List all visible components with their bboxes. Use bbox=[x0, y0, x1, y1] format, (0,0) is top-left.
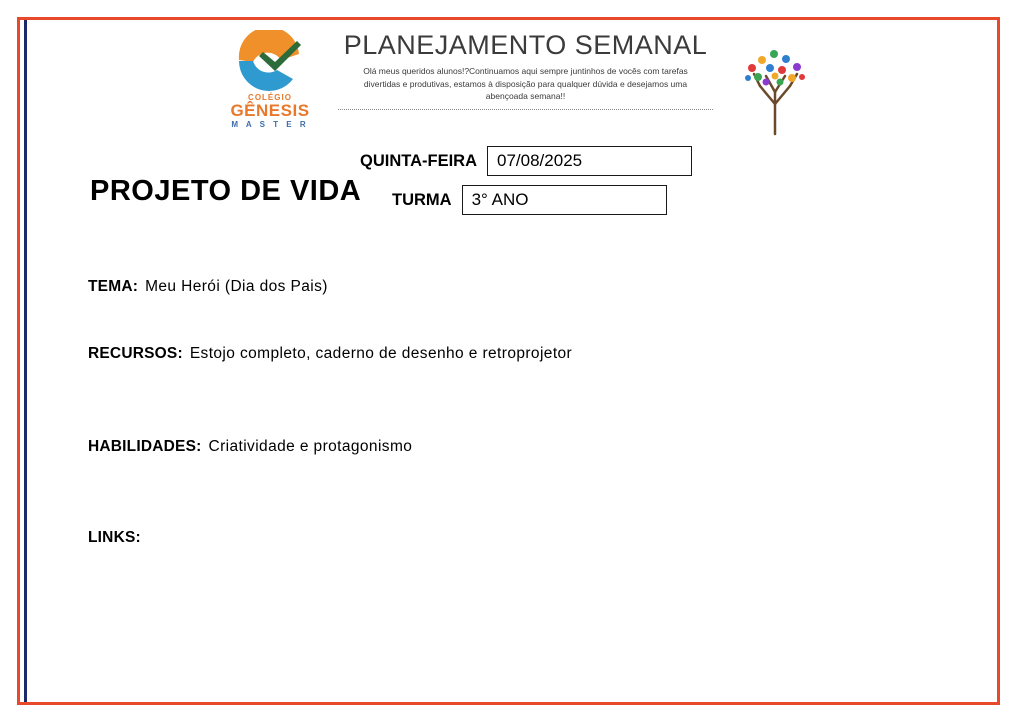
field-recursos-label: RECURSOS: bbox=[88, 345, 183, 362]
page-left-edge-stripe bbox=[24, 20, 27, 702]
genesis-swoosh-logo bbox=[231, 30, 309, 92]
field-links-label: LINKS: bbox=[88, 529, 141, 546]
field-tema-label: TEMA: bbox=[88, 278, 139, 295]
field-tema bbox=[88, 278, 328, 296]
field-recursos-value: Estojo completo, caderno de desenho e retroprojetor bbox=[189, 345, 573, 362]
date-field-row bbox=[360, 146, 692, 176]
field-habilidades bbox=[88, 438, 412, 456]
class-field-value[interactable]: 3° ANO bbox=[462, 185, 667, 215]
document-header bbox=[210, 28, 810, 138]
page-title: PROJETO DE VIDA bbox=[90, 175, 362, 207]
colorful-tree-illustration bbox=[730, 34, 820, 139]
header-divider bbox=[338, 109, 713, 110]
class-field-row bbox=[392, 185, 667, 215]
logo-genesis-text: GÊNESIS bbox=[230, 101, 310, 120]
field-links bbox=[88, 529, 148, 547]
field-recursos bbox=[88, 345, 572, 363]
school-logo bbox=[210, 30, 330, 135]
document-subtitle: Olá meus queridos alunos!?Continuamos aqui sempre juntinhos de vocês com tarefas divertidas e produtivas, estamos à disposição para qualquer dúvida e desejamos uma abençoada semana!! bbox=[363, 66, 688, 101]
document-page bbox=[17, 17, 1000, 705]
document-title: PLANEJAMENTO SEMANAL bbox=[343, 30, 708, 60]
date-field-value[interactable]: 07/08/2025 bbox=[487, 146, 692, 176]
date-field-label: QUINTA-FEIRA bbox=[360, 151, 478, 170]
field-habilidades-value: Criatividade e protagonismo bbox=[208, 438, 413, 455]
class-field-label: TURMA bbox=[392, 190, 452, 209]
logo-colegio-text: COLÉGIO bbox=[248, 93, 292, 102]
field-tema-value: Meu Herói (Dia dos Pais) bbox=[145, 278, 328, 295]
logo-master-text: M A S T E R bbox=[231, 120, 309, 129]
field-habilidades-label: HABILIDADES: bbox=[88, 438, 202, 455]
header-title-block bbox=[338, 28, 713, 110]
